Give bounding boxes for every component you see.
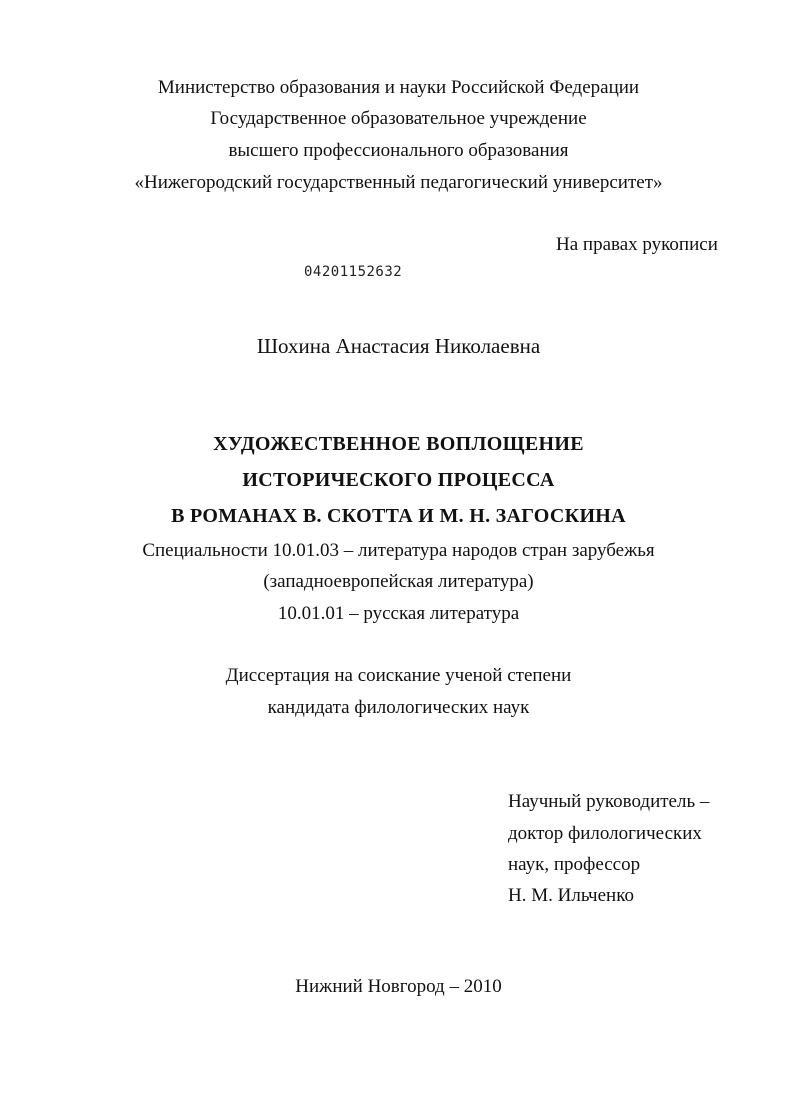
institution-type-line: Государственное образовательное учреждение	[210, 108, 587, 129]
title-line-3: В РОМАНАХ В. СКОТТА И М. Н. ЗАГОСКИНА	[171, 505, 626, 527]
education-level-line: высшего профессионального образования	[228, 140, 569, 161]
manuscript-note: На правах рукописи	[556, 234, 718, 255]
supervisor-line-3: наук, профессор	[508, 854, 641, 875]
specialty-line-2: (западноевропейская литература)	[263, 571, 534, 592]
degree-line-1: Диссертация на соискание ученой степени	[225, 665, 572, 686]
specialty-line-3: 10.01.01 – русская литература	[277, 603, 520, 624]
supervisor-name: Н. М. Ильченко	[508, 885, 634, 906]
city-year-footer: Нижний Новгород – 2010	[295, 976, 502, 997]
ministry-line: Министерство образования и науки Российской Федерации	[157, 77, 640, 98]
title-line-1: ХУДОЖЕСТВЕННОЕ ВОПЛОЩЕНИЕ	[213, 433, 584, 455]
author-name: Шохина Анастасия Николаевна	[256, 334, 541, 358]
title-line-2: ИСТОРИЧЕСКОГО ПРОЦЕССА	[242, 469, 555, 491]
supervisor-line-1: Научный руководитель –	[508, 791, 710, 812]
supervisor-line-2: доктор филологических	[508, 823, 702, 844]
university-line: «Нижегородский государственный педагогический университет»	[134, 172, 663, 193]
registration-code: 04201152632	[304, 264, 403, 280]
degree-line-2: кандидата филологических наук	[267, 697, 530, 718]
specialty-line-1: Специальности 10.01.03 – литература народов стран зарубежья	[142, 540, 655, 561]
